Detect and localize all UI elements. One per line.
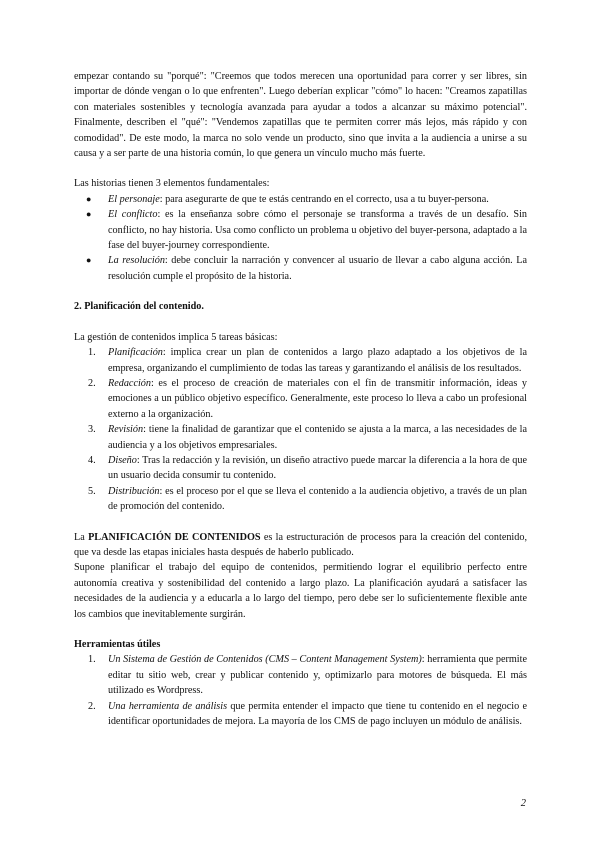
list-item: [74, 376, 527, 422]
tasks-intro: La gestión de contenidos implica 5 tareas básicas:: [74, 331, 278, 343]
list-item-term: Diseño: [108, 454, 137, 466]
list-item-term: Un Sistema de Gestión de Contenidos (CMS – Content Management System): [108, 654, 422, 666]
list-item: [74, 484, 527, 515]
list-item-text: : herramienta que permite editar tu sitio web, crear y publicar contenido y, optimizarlo para motores de búsqueda. El más utilizado es Wordpress.: [108, 654, 527, 697]
tools-heading: Herramientas útiles: [74, 639, 161, 650]
section-heading: 2. Planificación del contenido.: [74, 301, 204, 313]
list-item-term: Planificación: [108, 347, 163, 359]
list-item: [74, 192, 527, 207]
list-number: 5.: [88, 485, 96, 497]
list-item: [74, 253, 527, 284]
story-elements-intro: Las historias tienen 3 elementos fundamentales:: [74, 178, 270, 190]
tasks-list: [74, 345, 527, 514]
list-number: 4.: [88, 454, 96, 466]
list-item-term: El conflicto: [108, 209, 158, 221]
list-item: [74, 652, 527, 698]
list-item-term: El personaje: [108, 193, 160, 205]
list-item-term: Distribución: [108, 485, 160, 497]
list-number: 3.: [88, 424, 96, 436]
list-item-term: Redacción: [108, 377, 151, 389]
list-item: [74, 699, 527, 730]
definition-rest: es la estructuración de procesos para la creación del contenido, que va desde las etapas iniciales hasta después de haberlo publicado.: [74, 531, 527, 558]
list-item-text: : es el proceso por el que se lleva el contenido a la audiencia objetivo, a través de un plan de promoción del contenido.: [108, 485, 527, 513]
definition-term: PLANIFICACIÓN DE CONTENIDOS: [88, 531, 261, 543]
list-item-term: Una herramienta de análisis: [108, 700, 228, 712]
list-item-text: que permita entender el impacto que tiene tu contenido en el negocio e identificar oportunidades de mejora. La mayoría de los CMS de pago incluyen un módulo de análisis.: [108, 700, 527, 728]
list-item-text: : tiene la finalidad de garantizar que el contenido se ajusta a la marca, a las necesidades de la audiencia y a los objetivos empresariales.: [108, 424, 527, 451]
supone-paragraph: Supone planificar el trabajo del equipo de contenidos, permitiendo lograr el equilibrio perfecto entre autonomía creativa y sostenibilidad del contenido a largo plazo. La planificación ayudará a satisfacer las necesidades de la audiencia y a educarla a lo largo del tiempo, pero debe ser lo suficientemente flexible ante los cambios que inevitablemente surgirán.: [74, 562, 527, 620]
list-item-text: : es el proceso de creación de materiales con el fin de transmitir información, ideas y emociones a un público objetivo específico. Generalmente, este proceso lo lleva a cabo un profesional externo a la organización.: [108, 377, 527, 420]
list-item: [74, 422, 527, 453]
list-item-text: : implica crear un plan de contenidos a largo plazo adaptado a los objetivos de la empresa, organizando el cumplimiento de todas las tareas y garantizando el análisis de los resultados.: [108, 347, 527, 374]
bullet-icon: ●: [86, 193, 92, 204]
page-number: 2: [520, 798, 526, 809]
list-number: 2.: [88, 700, 96, 712]
list-item: [74, 345, 527, 376]
list-item-term: La resolución: [108, 255, 165, 267]
bullet-icon: ●: [86, 255, 92, 266]
list-item-text: : debe concluir la narración y convencer al usuario de llevar a cabo alguna acción. La resolución cumple el propósito de la historia.: [108, 255, 527, 282]
list-item-text: : para asegurarte de que te estás centrando en el correcto, usa a tu buyer-persona.: [159, 193, 489, 205]
page-content: [74, 69, 527, 729]
story-elements-list: [74, 192, 527, 284]
definition-paragraph: [74, 530, 527, 561]
list-item-text: : es la enseñanza sobre cómo el personaje se transforma a través de un desafío. Sin conflicto, no hay historia. Usa como conflicto un problema u objetivo del buyer-persona, adaptado a la fase del buyer-journey correspondiente.: [108, 209, 527, 252]
list-item: [74, 207, 527, 253]
list-number: 1.: [88, 347, 96, 359]
list-item-text: : Tras la redacción y la revisión, un diseño atractivo puede marcar la diferencia a la hora de que un usuario decida consumir tu contenido.: [108, 454, 527, 482]
list-number: 1.: [88, 654, 96, 666]
definition-prefix: La: [74, 531, 89, 543]
bullet-icon: ●: [86, 209, 92, 220]
list-item: [74, 453, 527, 484]
intro-paragraph: empezar contando su "porqué": "Creemos que todos merecen una oportunidad para correr y ser libres, sin importar de dónde vengan o lo que enfrenten". Luego deberían explicar "cómo" lo hacen: "Creamos zapatillas con materiales sostenibles y tecnología avanzada para ayudar a todos a alcanzar su máximo potencial". Finalmente, describen el "qué": "Vendemos zapatillas que te permiten correr más lejos, más rápido y con comodidad". De este modo, la marca no solo vende un producto, sino que invita a la audiencia a unirse a su causa y a ser parte de una historia común, lo que genera un vínculo mucho más fuerte.: [74, 71, 527, 160]
list-item-term: Revisión: [108, 424, 144, 436]
list-number: 2.: [88, 377, 96, 389]
tools-list: [74, 652, 527, 729]
